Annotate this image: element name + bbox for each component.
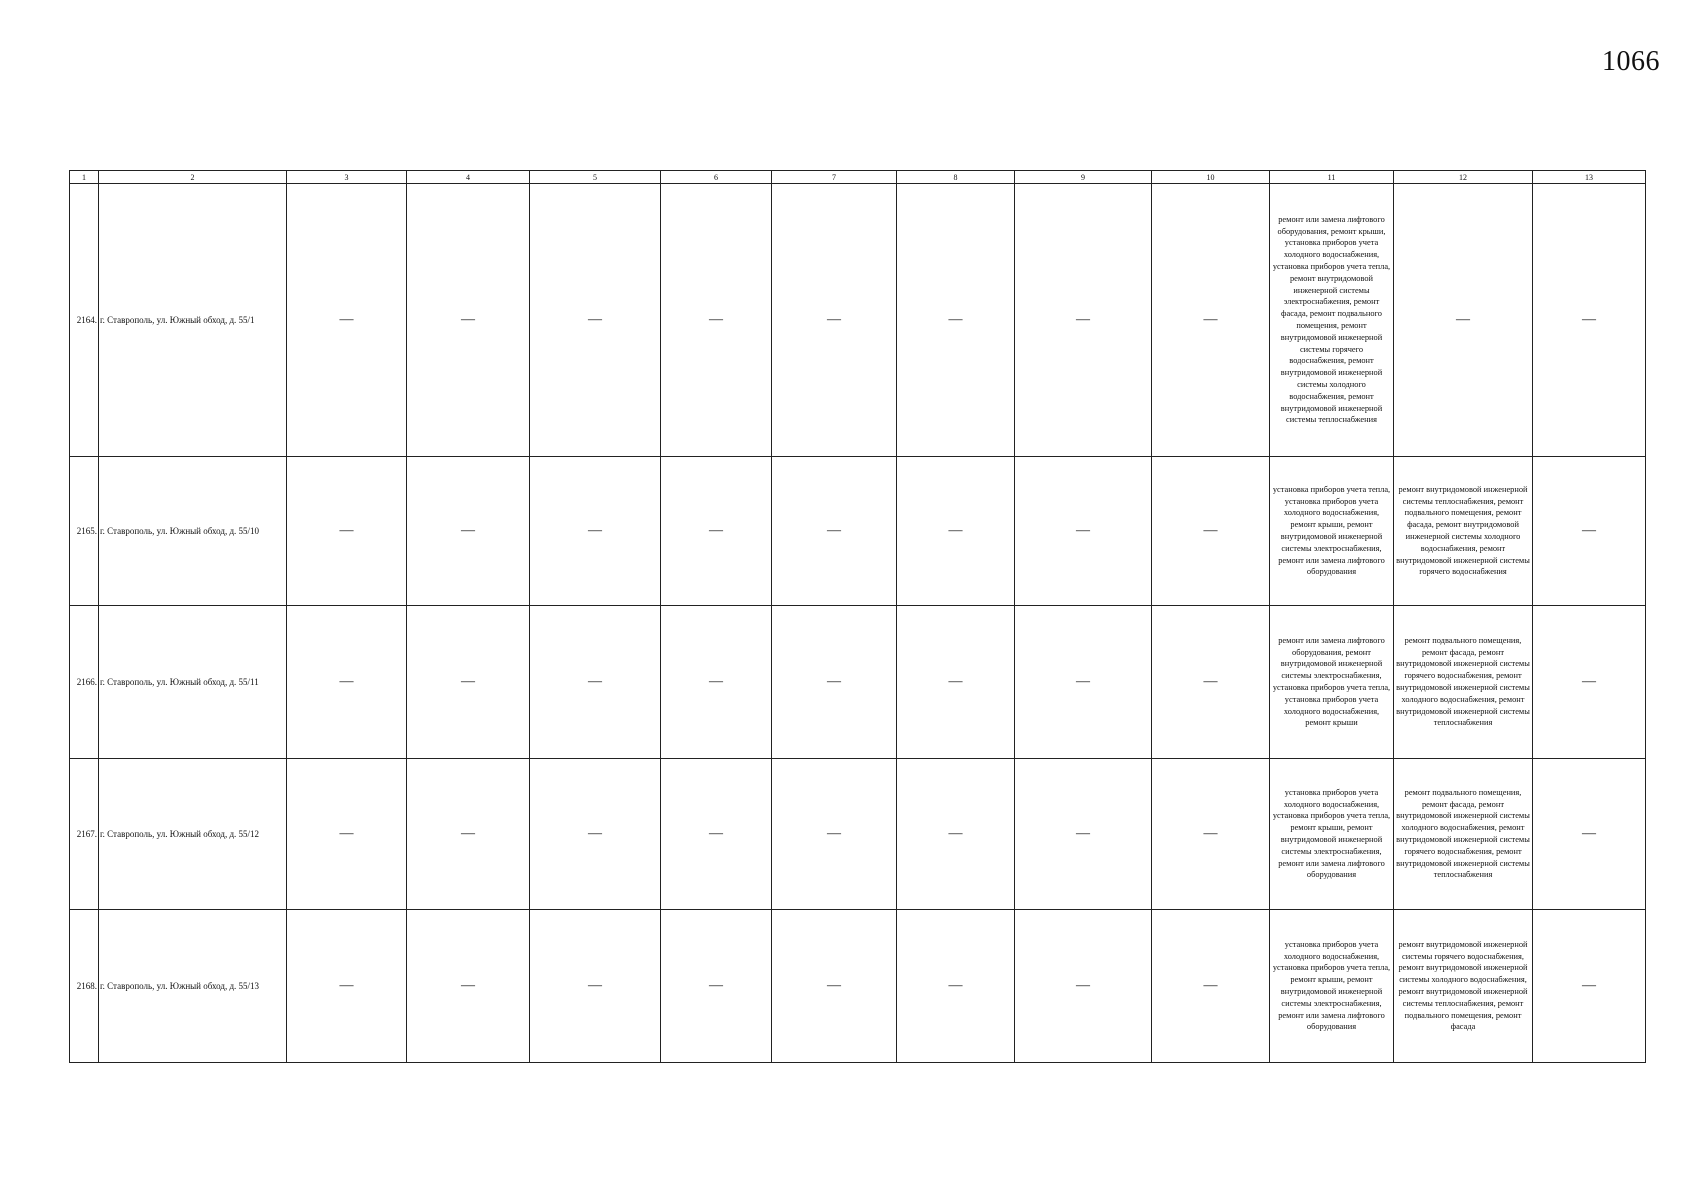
dash-cell: —	[661, 457, 772, 606]
column-header: 11	[1270, 171, 1394, 184]
work-list-cell: ремонт или замена лифтового оборудования, ремонт внутридомовой инженерной системы электроснабжения, установка приборов учета тепла, установка приборов учета холодного водоснабжения, ремонт крыши	[1270, 606, 1394, 759]
work-list-cell: ремонт подвального помещения, ремонт фасада, ремонт внутридомовой инженерной системы холодного водоснабжения, ремонт внутридомовой инженерной системы горячего водоснабжения, ремонт внутридомовой инженерной системы теплоснабжения	[1394, 759, 1533, 910]
column-header: 13	[1533, 171, 1646, 184]
row-number: 2165.	[70, 457, 99, 606]
address-cell: г. Ставрополь, ул. Южный обход, д. 55/13	[99, 910, 287, 1063]
dash-cell: —	[661, 910, 772, 1063]
dash-cell: —	[772, 457, 897, 606]
dash-cell: —	[287, 184, 407, 457]
row-number: 2167.	[70, 759, 99, 910]
dash-cell: —	[897, 184, 1015, 457]
column-header: 8	[897, 171, 1015, 184]
row-number: 2168.	[70, 910, 99, 1063]
column-header: 5	[530, 171, 661, 184]
address-cell: г. Ставрополь, ул. Южный обход, д. 55/11	[99, 606, 287, 759]
dash-cell: —	[1152, 759, 1270, 910]
work-list-cell: ремонт внутридомовой инженерной системы теплоснабжения, ремонт подвального помещения, ремонт фасада, ремонт внутридомовой инженерной системы холодного водоснабжения, ремонт внутридомовой инженерной системы горячего водоснабжения	[1394, 457, 1533, 606]
dash-cell: —	[661, 606, 772, 759]
work-list-cell: установка приборов учета холодного водоснабжения, установка приборов учета тепла, ремонт крыши, ремонт внутридомовой инженерной системы электроснабжения, ремонт или замена лифтового оборудования	[1270, 759, 1394, 910]
work-list-cell: установка приборов учета холодного водоснабжения, установка приборов учета тепла, ремонт крыши, ремонт внутридомовой инженерной системы электроснабжения, ремонт или замена лифтового оборудования	[1270, 910, 1394, 1063]
column-header: 4	[407, 171, 530, 184]
dash-cell: —	[1152, 184, 1270, 457]
dash-cell: —	[407, 759, 530, 910]
table-row	[70, 759, 1646, 910]
dash-cell: —	[1015, 759, 1152, 910]
dash-cell: —	[1533, 910, 1646, 1063]
work-list-cell: ремонт подвального помещения, ремонт фасада, ремонт внутридомовой инженерной системы горячего водоснабжения, ремонт внутридомовой инженерной системы холодного водоснабжения, ремонт внутридомовой инженерной системы теплоснабжения	[1394, 606, 1533, 759]
capital-repair-table	[69, 170, 1646, 1063]
dash-cell: —	[530, 759, 661, 910]
dash-cell: —	[1015, 606, 1152, 759]
column-header: 6	[661, 171, 772, 184]
column-header: 9	[1015, 171, 1152, 184]
dash-cell: —	[407, 184, 530, 457]
address-cell: г. Ставрополь, ул. Южный обход, д. 55/12	[99, 759, 287, 910]
table-row	[70, 457, 1646, 606]
column-header: 12	[1394, 171, 1533, 184]
dash-cell: —	[772, 910, 897, 1063]
work-list-cell: ремонт или замена лифтового оборудования, ремонт крыши, установка приборов учета холодного водоснабжения, установка приборов учета тепла, ремонт внутридомовой инженерной системы электроснабжения, ремонт фасада, ремонт подвального помещения, ремонт внутридомовой инженерной системы горячего водоснабжения, ремонт внутридомовой инженерной системы холодного водоснабжения, ремонт внутридомовой инженерной системы теплоснабжения	[1270, 184, 1394, 457]
address-cell: г. Ставрополь, ул. Южный обход, д. 55/10	[99, 457, 287, 606]
dash-cell: —	[1152, 457, 1270, 606]
column-header: 2	[99, 171, 287, 184]
dash-cell: —	[287, 759, 407, 910]
dash-cell: —	[661, 184, 772, 457]
table-row	[70, 910, 1646, 1063]
dash-cell: —	[897, 606, 1015, 759]
dash-cell: —	[1152, 606, 1270, 759]
dash-cell: —	[530, 184, 661, 457]
column-header: 7	[772, 171, 897, 184]
dash-cell: —	[772, 606, 897, 759]
dash-cell: —	[897, 457, 1015, 606]
table-row	[70, 606, 1646, 759]
dash-cell: —	[287, 910, 407, 1063]
dash-cell: —	[407, 606, 530, 759]
dash-cell: —	[772, 184, 897, 457]
dash-cell: —	[1015, 910, 1152, 1063]
dash-cell: —	[897, 759, 1015, 910]
dash-cell: —	[530, 606, 661, 759]
work-list-cell: ремонт внутридомовой инженерной системы горячего водоснабжения, ремонт внутридомовой инженерной системы холодного водоснабжения, ремонт внутридомовой инженерной системы теплоснабжения, ремонт подвального помещения, ремонт фасада	[1394, 910, 1533, 1063]
dash-cell: —	[1152, 910, 1270, 1063]
address-cell: г. Ставрополь, ул. Южный обход, д. 55/1	[99, 184, 287, 457]
dash-cell: —	[1533, 457, 1646, 606]
dash-cell: —	[1533, 606, 1646, 759]
dash-cell: —	[1533, 184, 1646, 457]
work-list-cell: —	[1394, 184, 1533, 457]
dash-cell: —	[772, 759, 897, 910]
dash-cell: —	[407, 457, 530, 606]
dash-cell: —	[287, 606, 407, 759]
dash-cell: —	[897, 910, 1015, 1063]
dash-cell: —	[1533, 759, 1646, 910]
dash-cell: —	[407, 910, 530, 1063]
row-number: 2164.	[70, 184, 99, 457]
column-header: 10	[1152, 171, 1270, 184]
page-number: 1066	[1602, 46, 1660, 77]
row-number: 2166.	[70, 606, 99, 759]
dash-cell: —	[530, 910, 661, 1063]
table-row	[70, 184, 1646, 457]
column-number-header	[70, 171, 1646, 184]
dash-cell: —	[530, 457, 661, 606]
dash-cell: —	[1015, 184, 1152, 457]
column-header: 3	[287, 171, 407, 184]
dash-cell: —	[1015, 457, 1152, 606]
dash-cell: —	[287, 457, 407, 606]
work-list-cell: установка приборов учета тепла, установка приборов учета холодного водоснабжения, ремонт крыши, ремонт внутридомовой инженерной системы электроснабжения, ремонт или замена лифтового оборудования	[1270, 457, 1394, 606]
column-header: 1	[70, 171, 99, 184]
dash-cell: —	[661, 759, 772, 910]
